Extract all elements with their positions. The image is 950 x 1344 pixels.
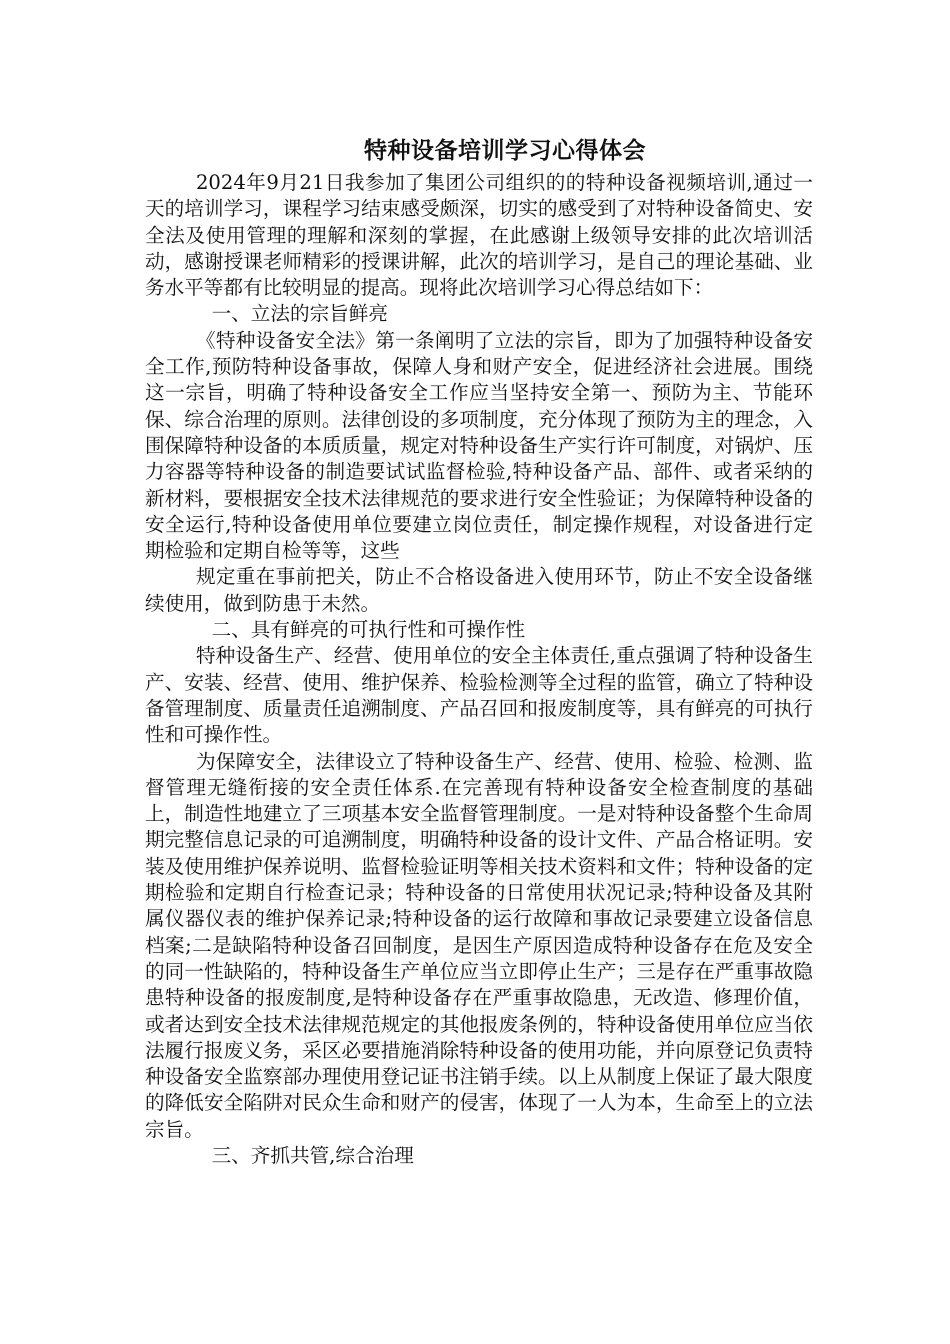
section-heading-1: 一、立法的宗旨鲜亮	[211, 302, 388, 326]
paragraph-prevention: 规定重在事前把关，防止不合格设备进入使用环节，防止不安全设备继续使用，做到防患于未然。	[145, 565, 813, 615]
document-page	[145, 132, 813, 1169]
paragraph-intro: 2024年9月21日我参加了集团公司组织的的特种设备视频培训,通过一天的培训学习，课程学习结束感受颇深，切实的感受到了对特种设备简史、安全法及使用管理的理解和深刻的掌握，在此感谢上级领导安排的此次培训活动，感谢授课老师精彩的授课讲解，此次的培训学习，是自己的理论基础、业务水平等都有比较明显的提高。现将此次培训学习心得总结如下：	[145, 171, 813, 300]
section-heading-2: 二、具有鲜亮的可执行性和可操作性	[211, 618, 526, 642]
document-body	[145, 170, 813, 1169]
paragraph-responsibility: 特种设备生产、经营、使用单位的安全主体责任,重点强调了特种设备生产、安装、经营、使用、维护保养、检验检测等全过程的监管，确立了特种设备管理制度、质量责任追溯制度、产品召回和报废制度等，具有鲜亮的可执行性和可操作性。	[145, 644, 813, 747]
section-heading-3: 三、齐抓共管,综合治理	[211, 1143, 414, 1167]
document-title: 特种设备培训学习心得体会	[364, 138, 646, 164]
paragraph-systems: 为保障安全，法律设立了特种设备生产、经营、使用、检验、检测、监督管理无缝衔接的安全责任体系.在完善现有特种设备安全检查制度的基础上，制造性地建立了三项基本安全监督管理制度。一是对特种设备整个生命周期完整信息记录的可追溯制度，明确特种设备的设计文件、产品合格证明。安装及使用维护保养说明、监督检验证明等相关技术资料和文件；特种设备的定期检验和定期自行检查记录；特种设备的日常使用状况记录;特种设备及其附属仪器仪表的维护保养记录;特种设备的运行故障和事故记录要建立设备信息档案;二是缺陷特种设备召回制度，是因生产原因造成特种设备存在危及安全的同一性缺陷的，特种设备生产单位应当立即停止生产；三是存在严重事故隐患特种设备的报废制度,是特种设备存在严重事故隐患，无改造、修理价值，或者达到安全技术法律规范规定的其他报废条例的，特种设备使用单位应当依法履行报废义务，采区必要措施消除特种设备的使用功能，并向原登记负责特种设备安全监察部办理使用登记证书注销手续。以上从制度上保证了最大限度的降低安全陷阱对民众生命和财产的侵害，体现了一人为本，生命至上的立法宗旨。	[145, 749, 813, 1141]
paragraph-purpose: 《特种设备安全法》第一条阐明了立法的宗旨，即为了加强特种设备安全工作,预防特种设备事故，保障人身和财产安全，促进经济社会进展。围绕这一宗旨，明确了特种设备安全工作应当坚持安全第一、预防为主、节能环保、综合治理的原则。法律创设的多项制度，充分体现了预防为主的理念，入围保障特种设备的本质质量，规定对特种设备生产实行许可制度，对锅炉、压力容器等特种设备的制造要试试监督检验,特种设备产品、部件、或者采纳的新材料，要根据安全技术法律规范的要求进行安全性验证；为保障特种设备的安全运行,特种设备使用单位要建立岗位责任，制定操作规程，对设备进行定期检验和定期自检等等，这些	[145, 328, 813, 563]
